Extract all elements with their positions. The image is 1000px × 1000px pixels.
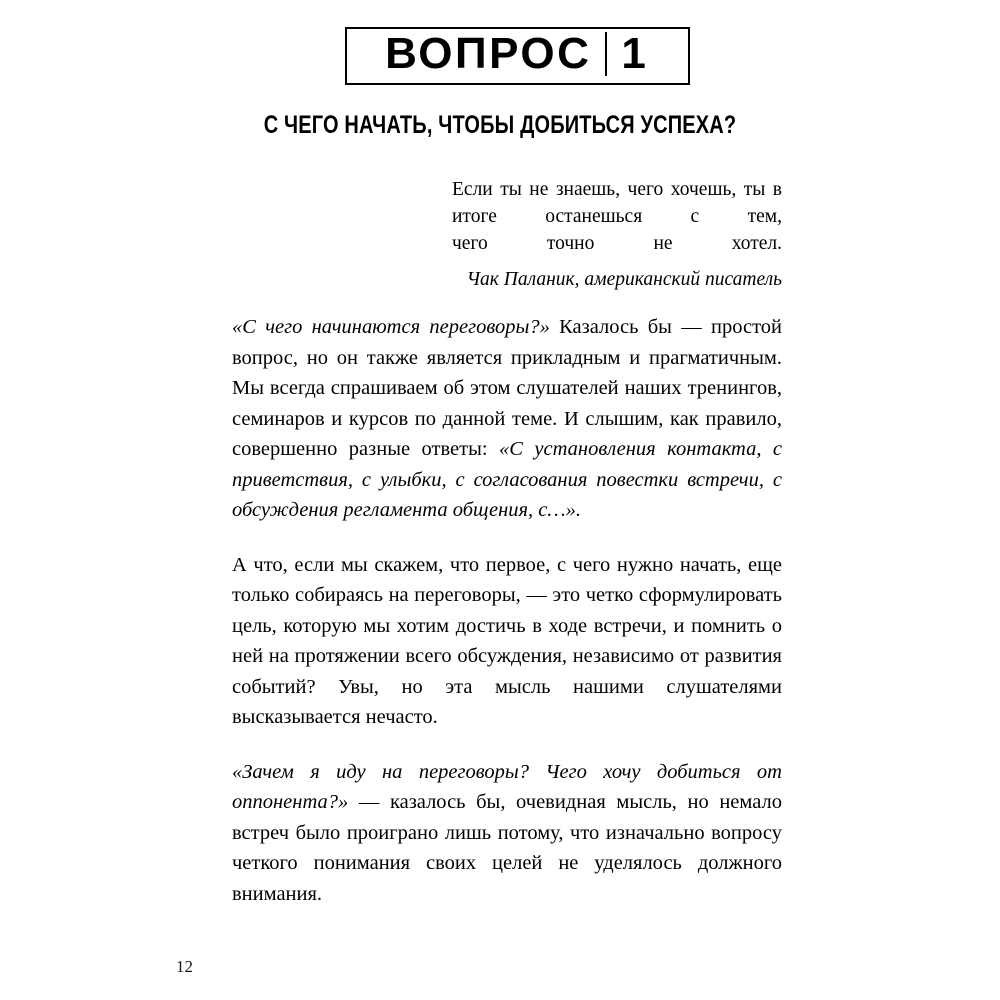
epigraph-quote	[452, 176, 782, 257]
chapter-title-inner	[385, 29, 650, 78]
epigraph-line-2: ты в итоге останешься с тем,	[452, 179, 782, 227]
text-run-3: «С установления контакта, с приветствия, с улыбки, с согласования повестки встречи, с обсуждения регламента общения, с…».	[232, 438, 782, 521]
epigraph-line-3: чего точно не хотел.	[452, 233, 782, 254]
text-run-2: — казалось бы, очевидная мысль, но немало встреч было проиграно лишь потому, что изначально вопросу четкого понимания своих целей не уделялось должного внимания.	[232, 791, 782, 905]
page-number: 12	[176, 957, 193, 976]
section-subtitle: С ЧЕГО НАЧАТЬ, ЧТОБЫ ДОБИТЬСЯ УСПЕХА?	[263, 111, 737, 139]
text-run-1: «Зачем я иду на переговоры? Чего хочу добиться от оппонента?»	[232, 760, 782, 813]
chapter-divider	[605, 32, 607, 76]
chapter-label: ВОПРОС	[385, 29, 592, 78]
epigraph	[452, 176, 782, 293]
text-run-1: А что, если мы скажем, что первое, с чего нужно начать, еще только собираясь на переговоры, — это четко сформулировать цель, которую мы хотим достичь в ходе встречи, и помнить о ней на протяжении всего обсуждения, независимо от развития событий? Увы, но эта мысль нашими слушателями высказывается нечасто.	[232, 553, 782, 728]
epigraph-author: Чак Паланик, американский писатель	[466, 269, 782, 290]
paragraph-1	[232, 312, 782, 526]
text-run-1: «С чего начинаются переговоры?»	[232, 316, 550, 338]
paragraph-3	[232, 757, 782, 910]
body-text	[232, 312, 782, 909]
epigraph-line-1: Если ты не знаешь, чего хочешь,	[452, 179, 737, 200]
chapter-number: 1	[621, 29, 646, 78]
chapter-title-box	[345, 27, 690, 85]
paragraph-2	[232, 550, 782, 733]
text-run-2: Казалось бы — простой вопрос, но он также является прикладным и прагматичным. Мы всегда спрашиваем об этом слушателей наших тренингов, семинаров и курсов по данной теме. И слышим, как правило, совершенно разные ответы:	[232, 316, 782, 460]
